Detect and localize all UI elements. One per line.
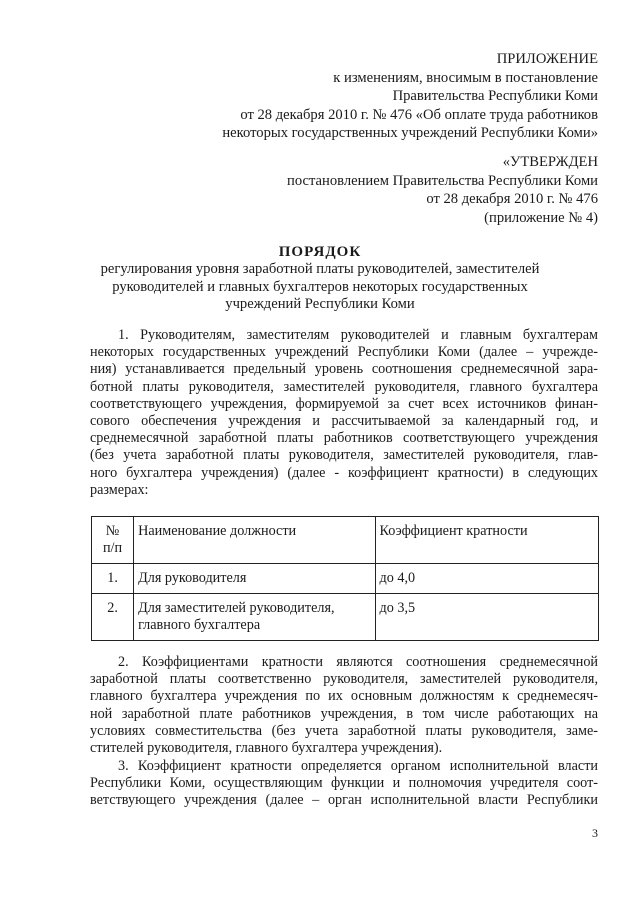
approved-line: «УТВЕРЖДЕН bbox=[502, 154, 598, 170]
approved-block bbox=[218, 153, 598, 227]
appendix-line: к изменениям, вносимым в постановление bbox=[333, 69, 598, 86]
appendix-line: Правительства Республики Коми bbox=[392, 88, 598, 104]
appendix-block bbox=[178, 50, 598, 143]
paragraph-line: (без учета заработной платы руководителя, заместителей руководителя, глав- bbox=[90, 447, 598, 464]
paragraph-line: ния) устанавливается предельный уровень соотношения среднемесячной зара- bbox=[90, 361, 598, 378]
approved-line: постановлением Правительства Республики Коми bbox=[287, 172, 598, 189]
table-cell: Для руководителя bbox=[134, 564, 375, 594]
paragraph-line: заработной платы соответственно руководителя, заместителей руководителя, bbox=[90, 671, 598, 688]
table-cell: Для заместителей руководителя, главного бухгалтера bbox=[134, 594, 375, 641]
paragraph-line: среднемесячной заработной платы работников соответствующего учреждения bbox=[90, 430, 598, 447]
document-subtitle-line: учреждений Республики Коми bbox=[225, 296, 415, 312]
paragraph-line: размерах: bbox=[90, 481, 149, 498]
paragraph-line: ботной платы руководителя, заместителей руководителя, главного бухгалтера bbox=[90, 378, 598, 395]
coefficient-table bbox=[91, 516, 599, 641]
paragraph-line: 1. Руководителям, заместителям руководителей и главным бухгалтерам bbox=[118, 327, 598, 343]
paragraph-line: ветствующего учреждения (далее – орган исполнительной власти Республики bbox=[90, 792, 598, 809]
document-title: ПОРЯДОК bbox=[278, 244, 362, 260]
table-header-cell: Коэффициент кратности bbox=[375, 517, 598, 564]
paragraph-line: сового обеспечения учреждения и рассчитываемой за календарный год, и bbox=[90, 413, 598, 430]
paragraph-line: некоторых государственных учреждений Республики Коми (далее – учрежде- bbox=[90, 344, 598, 361]
approved-line: (приложение № 4) bbox=[484, 209, 598, 226]
document-subtitle-line: регулирования уровня заработной платы руководителей, заместителей bbox=[100, 261, 540, 277]
table-header-cell: № п/п bbox=[92, 517, 134, 564]
paragraph-line: Республики Коми, осуществляющим функции и полномочия учредителя соот- bbox=[90, 775, 598, 792]
table-cell: 1. bbox=[92, 564, 134, 594]
table-row bbox=[92, 594, 599, 641]
appendix-line: ПРИЛОЖЕНИЕ bbox=[496, 51, 598, 67]
paragraph-1 bbox=[90, 327, 598, 499]
appendix-line: от 28 декабря 2010 г. № 476 «Об оплате труда работников bbox=[240, 106, 598, 123]
paragraph-line: 3. Коэффициент кратности определяется органом исполнительной власти bbox=[118, 758, 598, 774]
table-header-cell: Наименование должности bbox=[134, 517, 375, 564]
paragraph-2 bbox=[90, 654, 598, 757]
approved-line: от 28 декабря 2010 г. № 476 bbox=[426, 191, 598, 207]
paragraph-line: условиях совместительства (без учета заработной платы руководителя, заме- bbox=[90, 722, 598, 739]
paragraph-line: 2. Коэффициентами кратности являются соотношения среднемесячной bbox=[118, 654, 598, 670]
document-heading bbox=[100, 243, 540, 314]
table-cell: 2. bbox=[92, 594, 134, 641]
paragraph-3 bbox=[90, 758, 598, 810]
table-cell: до 3,5 bbox=[375, 594, 598, 641]
paragraph-line: соответствующего учреждения, формируемой за счет всех источников финан- bbox=[90, 395, 598, 412]
paragraph-line: ного бухгалтера учреждения) (далее - коэффициент кратности) в следующих bbox=[90, 464, 598, 481]
table-header-row bbox=[92, 517, 599, 564]
appendix-line: некоторых государственных учреждений Республики Коми» bbox=[222, 125, 598, 141]
paragraph-line: главного бухгалтера учреждения по их основным должностям к среднемесяч- bbox=[90, 688, 598, 705]
document-subtitle-line: руководителей и главных бухгалтеров некоторых государственных bbox=[112, 278, 528, 295]
paragraph-line: стителей руководителя, главного бухгалтера учреждения). bbox=[90, 740, 443, 757]
table-cell: до 4,0 bbox=[375, 564, 598, 594]
page-number: 3 bbox=[592, 826, 598, 840]
paragraph-line: ной заработной плате работников учреждения, в том числе работающих на bbox=[90, 705, 598, 722]
table-row bbox=[92, 564, 599, 594]
